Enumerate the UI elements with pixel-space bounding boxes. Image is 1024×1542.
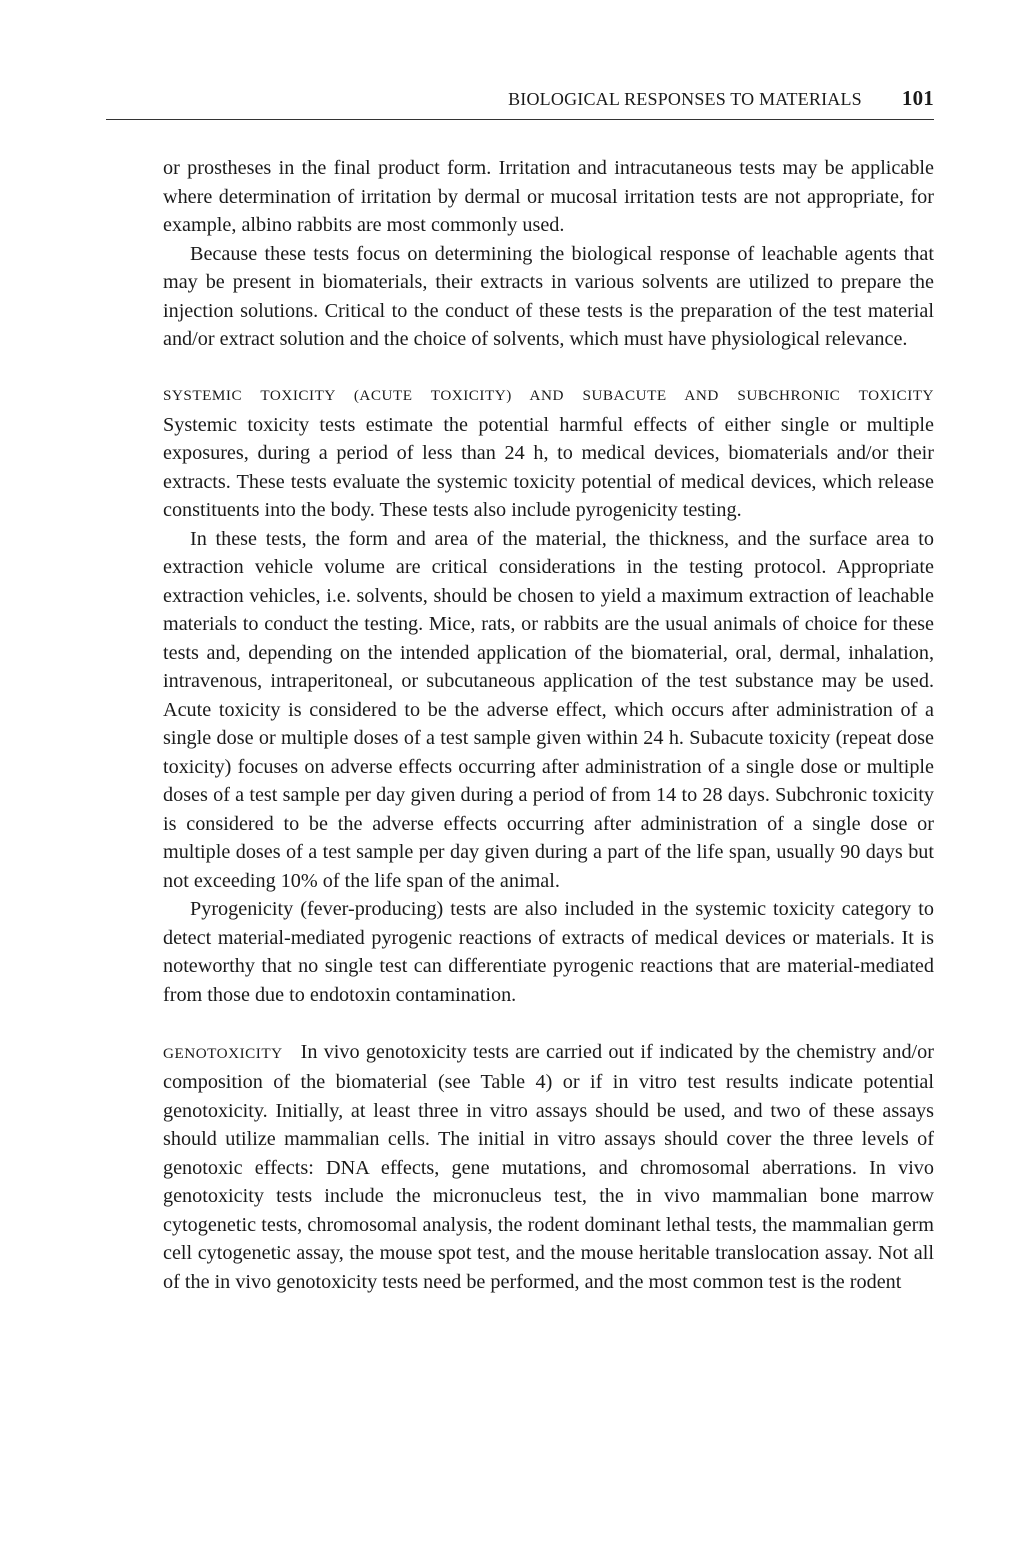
section-heading-genotoxicity: GENOTOXICITY [163,1044,283,1062]
paragraph: Pyrogenicity (fever-producing) tests are also included in the systemic toxicity category to detect material-mediated pyrogenic reactions of extracts of medical devices or materials. It is noteworthy that no single test can differentiate pyrogenic reactions that are material-mediated from those due to endotoxin contamination. [163,898,934,1006]
section-heading-systemic-toxicity: SYSTEMIC TOXICITY (ACUTE TOXICITY) AND SUBACUTE AND SUBCHRONIC TOXICITY [163,387,934,404]
paragraph-continuation: or prostheses in the final product form. Irritation and intracutaneous tests may be applicable where determination of irritation by dermal or mucosal irritation tests are not appropriate, for example, albino rabbits are most commonly used. [163,157,934,236]
section-gap [163,1009,934,1038]
paragraph-text: In vivo genotoxicity tests are carried out if indicated by the chemistry and/or composition of the biomaterial (see Table 4) or if in vitro test results indicate potential genotoxicity. Initially, at least three in vitro assays should be used, and two of these assays should utilize mammalian cells. The initial in vitro assays should cover the three levels of genotoxic effects: DNA effects, gene mutations, and chromosomal aberrations. In vivo genotoxicity tests include the micronucleus test, the in vivo mammalian bone marrow cytogenetic tests, chromosomal analysis, the rodent dominant lethal tests, the mammalian germ cell cytogenetic assay, the mouse spot test, and the mouse heritable translocation assay. Not all of the in vivo genotoxicity tests need be performed, and the most common test is the rodent [163,1040,934,1293]
running-title: BIOLOGICAL RESPONSES TO MATERIALS [508,89,862,109]
page-number: 101 [901,86,934,110]
body-text [163,154,934,1296]
paragraph: In these tests, the form and area of the material, the thickness, and the surface area to extraction vehicle volume are critical considerations in the testing protocol. Appropriate extraction vehicles, i.e. solvents, should be chosen to yield a maximum extraction of leachable materials to conduct the testing. Mice, rats, or rabbits are the usual animals of choice for these tests and, depending on the intended application of the biomaterial, oral, dermal, inhalation, intravenous, intraperitoneal, or subcutaneous application of the test substance may be used. Acute toxicity is considered to be the adverse effect, which occurs after administration of a single dose or multiple doses of a test sample given within 24 h. Subacute toxicity (repeat dose toxicity) focuses on adverse effects occurring after administration of a single dose or multiple doses of a test sample per day given during a period of from 14 to 28 days. Subchronic toxicity is considered to be the adverse effects occurring after administration of a single dose or multiple doses of a test sample per day given during a part of the life span, usually 90 days but not exceeding 10% of the life span of the animal. [163,527,934,892]
paragraph: Systemic toxicity tests estimate the potential harmful effects of either single or multiple exposures, during a period of less than 24 h, to medical devices, biomaterials and/or their extracts. These tests evaluate the systemic toxicity potential of medical devices, which release constituents into the body. These tests also include pyrogenicity testing. [163,413,934,521]
running-head [106,86,934,112]
header-rule [106,119,934,120]
paragraph: Because these tests focus on determining the biological response of leachable agents that may be present in biomaterials, their extracts in various solvents are utilized to prepare the injection solutions. Critical to the conduct of these tests is the preparation of the test material and/or extract solution and the choice of solvents, which must have physiological relevance. [163,242,934,350]
paragraph-genotoxicity [163,1038,934,1297]
section-gap [163,354,934,383]
